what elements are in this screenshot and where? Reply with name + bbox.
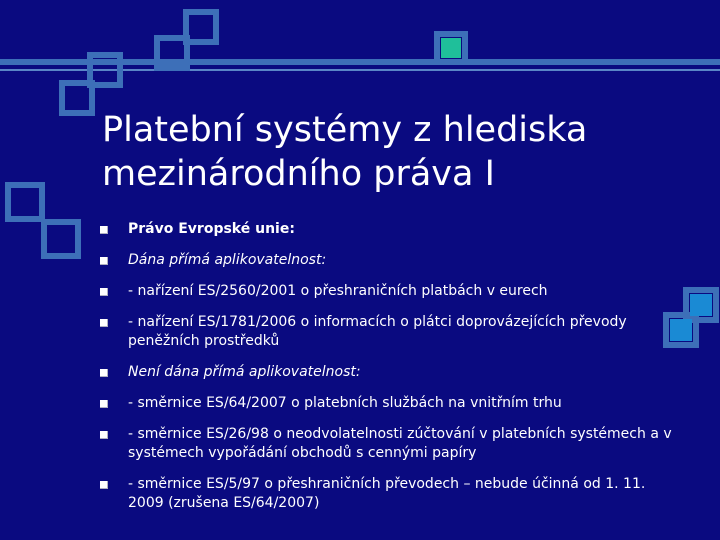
deco-square bbox=[44, 222, 78, 256]
bullet-item bbox=[100, 313, 680, 351]
bullet-square-icon bbox=[100, 400, 108, 408]
bullet-item bbox=[100, 282, 680, 301]
bullet-text: Právo Evropské unie: bbox=[128, 221, 295, 237]
bullet-text: - směrnice ES/64/2007 o platebních službách na vnitřním trhu bbox=[128, 395, 562, 411]
bullet-square-icon bbox=[100, 481, 108, 489]
bullet-text: Dána přímá aplikovatelnost: bbox=[128, 252, 327, 268]
bullet-square-icon bbox=[100, 319, 108, 327]
bullet-text: - nařízení ES/2560/2001 o přeshraničních platbách v eurech bbox=[128, 283, 548, 299]
slide-title bbox=[102, 108, 662, 196]
bullet-item bbox=[100, 475, 680, 513]
bullet-list bbox=[100, 220, 680, 513]
accent-square-blue bbox=[690, 294, 712, 316]
bullet-square-icon bbox=[100, 257, 108, 265]
deco-square bbox=[8, 185, 42, 219]
bullet-item bbox=[100, 425, 680, 463]
bullet-square-icon bbox=[100, 431, 108, 439]
bullet-item bbox=[100, 251, 680, 270]
bullet-item bbox=[100, 363, 680, 382]
bullet-square-icon bbox=[100, 288, 108, 296]
accent-square-teal bbox=[441, 38, 461, 58]
bullet-text: - směrnice ES/5/97 o přeshraničních převodech – nebude účinná od 1. 11. 2009 (zrušena ES/64/2007) bbox=[128, 476, 646, 511]
bullet-item bbox=[100, 220, 680, 239]
bullet-square-icon bbox=[100, 369, 108, 377]
bullet-square-icon bbox=[100, 226, 108, 234]
bullet-item bbox=[100, 394, 680, 413]
deco-square bbox=[186, 12, 216, 42]
slide-title-line-1: Platební systémy z hlediska bbox=[102, 110, 588, 150]
bullet-text: - směrnice ES/26/98 o neodvolatelnosti zúčtování v platebních systémech a v systémech vypořádání obchodů s cennými papíry bbox=[128, 426, 672, 461]
slide-title-line-2: mezinárodního práva I bbox=[102, 154, 495, 194]
bullet-text: Není dána přímá aplikovatelnost: bbox=[128, 364, 361, 380]
bullet-text: - nařízení ES/1781/2006 o informacích o plátci doprovázejících převody peněžních prostředků bbox=[128, 314, 627, 349]
